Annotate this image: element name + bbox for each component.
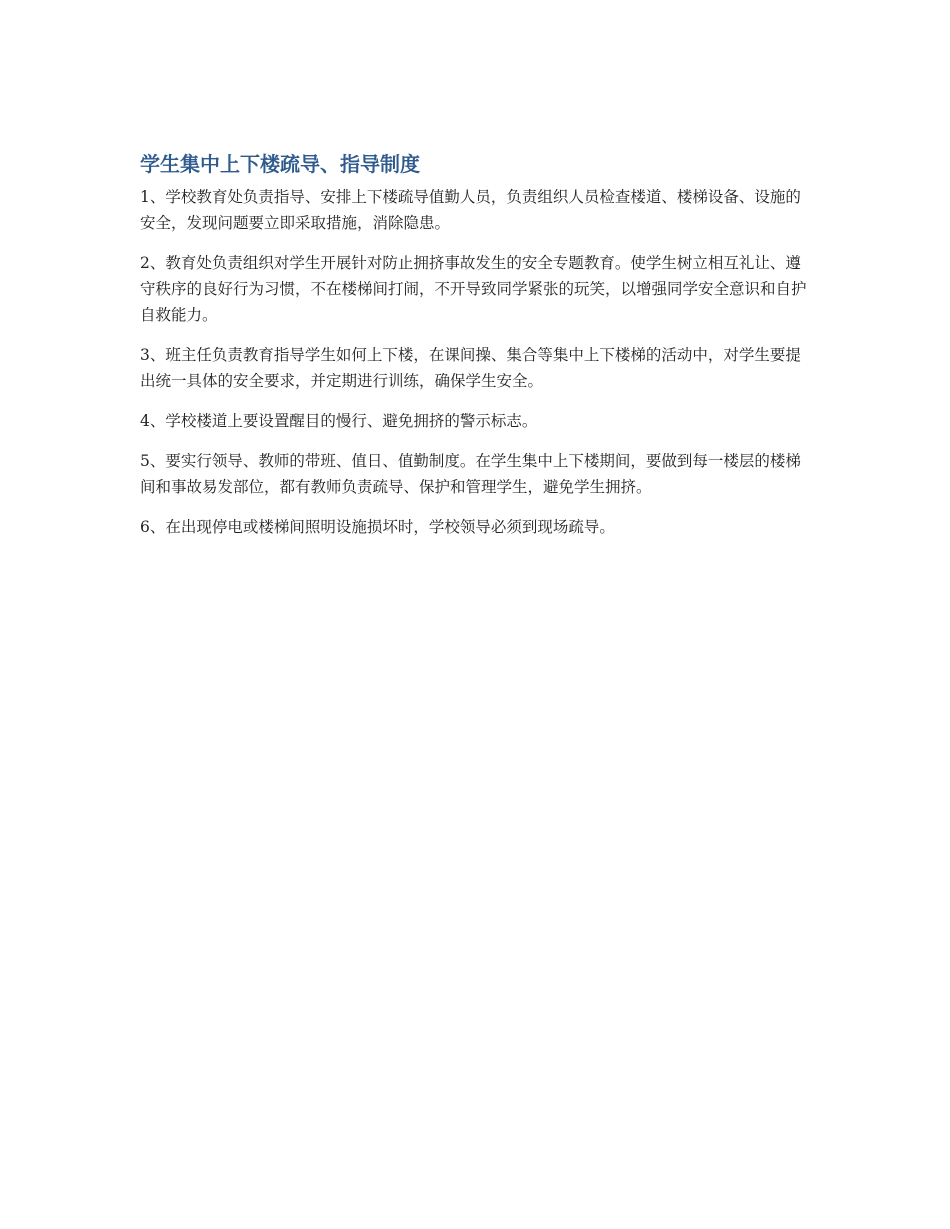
paragraph-5: 5、要实行领导、教师的带班、值日、值勤制度。在学生集中上下楼期间，要做到每一楼层的楼梯间和事故易发部位，都有教师负责疏导、保护和管理学生，避免学生拥挤。	[140, 452, 801, 496]
paragraph-4: 4、学校楼道上要设置醒目的慢行、避免拥挤的警示标志。	[140, 412, 538, 430]
document-title: 学生集中上下楼疏导、指导制度	[140, 152, 420, 176]
paragraph-6: 6、在出现停电或楼梯间照明设施损坏时，学校领导必须到现场疏导。	[140, 518, 615, 536]
paragraph-3: 3、班主任负责教育指导学生如何上下楼，在课间操、集合等集中上下楼梯的活动中，对学生要提出统一具体的安全要求，并定期进行训练，确保学生安全。	[140, 346, 801, 390]
document-body	[140, 150, 810, 554]
paragraph-2: 2、教育处负责组织对学生开展针对防止拥挤事故发生的安全专题教育。使学生树立相互礼让、遵守秩序的良好行为习惯，不在楼梯间打闹，不开导致同学紧张的玩笑，以增强同学安全意识和自护自救能力。	[140, 254, 807, 324]
paragraph-1: 1、学校教育处负责指导、安排上下楼疏导值勤人员，负责组织人员检查楼道、楼梯设备、设施的安全，发现问题要立即采取措施，消除隐患。	[140, 188, 801, 232]
